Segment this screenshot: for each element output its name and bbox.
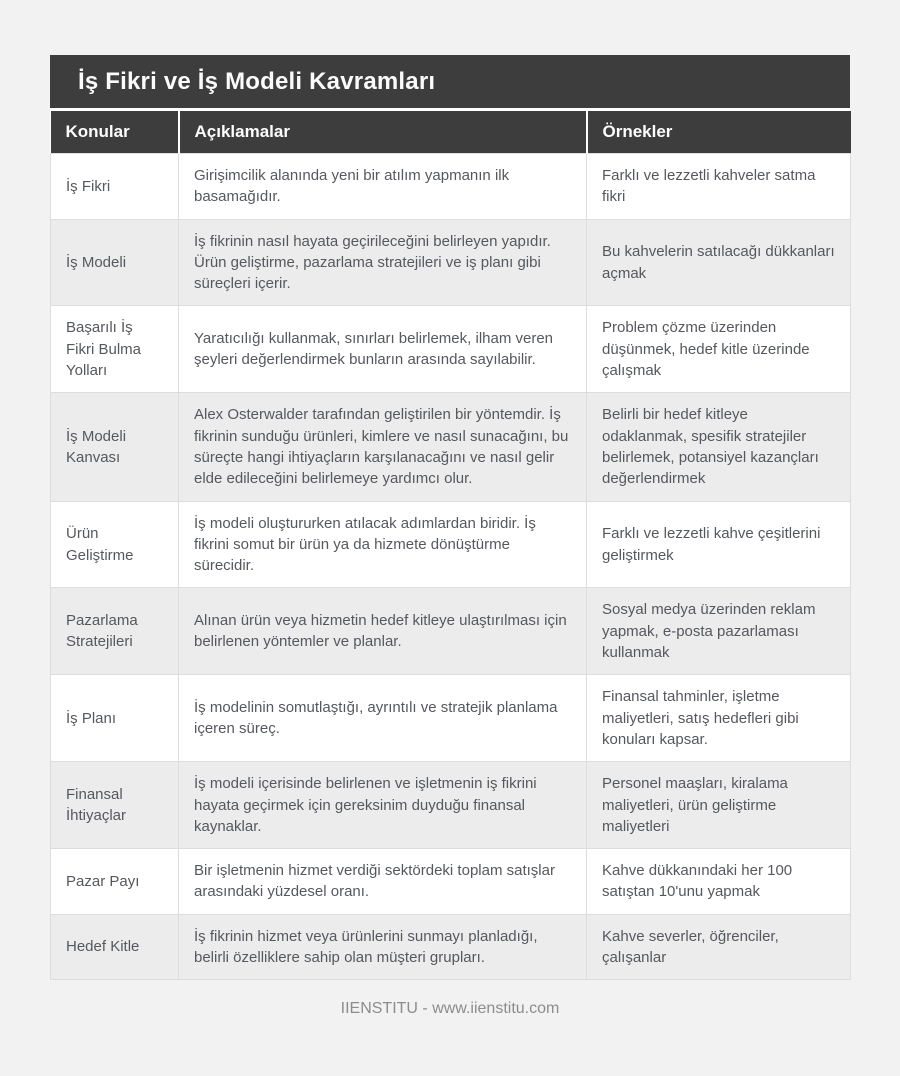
description-cell: Alex Osterwalder tarafından geliştirilen bir yöntemdir. İş fikrinin sunduğu ürünleri, kimlere ve nasıl sunacağını, bu süreçte hangi ihtiyaçların karşılanacağını ve nasıl gelir elde edileceğini belirlemeye yardımcı olur.	[179, 393, 587, 501]
table-title-bar	[50, 55, 850, 108]
concepts-table	[50, 111, 851, 980]
description-cell: Bir işletmenin hizmet verdiği sektördeki toplam satışlar arasındaki yüzdesel oranı.	[179, 849, 587, 915]
example-cell: Sosyal medya üzerinden reklam yapmak, e-posta pazarlaması kullanmak	[587, 588, 851, 675]
footer-credit: IIENSTITU - www.iienstitu.com	[340, 1000, 560, 1017]
column-header-examples: Örnekler	[587, 111, 851, 154]
table-row	[51, 849, 851, 915]
topic-cell: Finansal İhtiyaçlar	[51, 762, 179, 849]
concepts-table-card	[50, 55, 850, 980]
table-row	[51, 154, 851, 220]
description-cell: İş modeli oluştururken atılacak adımlardan biridir. İş fikrini somut bir ürün ya da hizmete dönüştürme sürecidir.	[179, 501, 587, 588]
example-cell: Farklı ve lezzetli kahve çeşitlerini geliştirmek	[587, 501, 851, 588]
description-cell: İş modeli içerisinde belirlenen ve işletmenin iş fikrini hayata geçirmek için gereksinim duyduğu finansal kaynaklar.	[179, 762, 587, 849]
example-cell: Problem çözme üzerinden düşünmek, hedef kitle üzerinde çalışmak	[587, 306, 851, 393]
topic-cell: Pazarlama Stratejileri	[51, 588, 179, 675]
description-cell: İş fikrinin hizmet veya ürünlerini sunmayı planladığı, belirli özelliklere sahip olan müşteri grupları.	[179, 914, 587, 980]
example-cell: Bu kahvelerin satılacağı dükkanları açmak	[587, 219, 851, 306]
example-cell: Farklı ve lezzetli kahveler satma fikri	[587, 154, 851, 220]
topic-cell: Pazar Payı	[51, 849, 179, 915]
topic-cell: İş Fikri	[51, 154, 179, 220]
table-header-row	[51, 111, 851, 154]
column-header-descriptions: Açıklamalar	[179, 111, 587, 154]
table-row	[51, 219, 851, 306]
table-row	[51, 306, 851, 393]
table-row	[51, 501, 851, 588]
table-row	[51, 914, 851, 980]
column-header-topics: Konular	[51, 111, 179, 154]
description-cell: İş fikrinin nasıl hayata geçirileceğini belirleyen yapıdır. Ürün geliştirme, pazarlama stratejileri ve iş planı gibi süreçleri içerir.	[179, 219, 587, 306]
table-header	[51, 111, 851, 154]
table-row	[51, 393, 851, 501]
topic-cell: Hedef Kitle	[51, 914, 179, 980]
description-cell: Alınan ürün veya hizmetin hedef kitleye ulaştırılması için belirlenen yöntemler ve planlar.	[179, 588, 587, 675]
example-cell: Kahve severler, öğrenciler, çalışanlar	[587, 914, 851, 980]
page-title: İş Fikri ve İş Modeli Kavramları	[78, 67, 436, 95]
example-cell: Kahve dükkanındaki her 100 satıştan 10'unu yapmak	[587, 849, 851, 915]
description-cell: Yaratıcılığı kullanmak, sınırları belirlemek, ilham veren şeyleri değerlendirmek bunların arasında sayılabilir.	[179, 306, 587, 393]
table-row	[51, 588, 851, 675]
topic-cell: İş Modeli Kanvası	[51, 393, 179, 501]
topic-cell: İş Modeli	[51, 219, 179, 306]
description-cell: Girişimcilik alanında yeni bir atılım yapmanın ilk basamağıdır.	[179, 154, 587, 220]
example-cell: Finansal tahminler, işletme maliyetleri, satış hedefleri gibi konuları kapsar.	[587, 675, 851, 762]
topic-cell: İş Planı	[51, 675, 179, 762]
description-cell: İş modelinin somutlaştığı, ayrıntılı ve stratejik planlama içeren süreç.	[179, 675, 587, 762]
table-body	[51, 154, 851, 980]
topic-cell: Başarılı İş Fikri Bulma Yolları	[51, 306, 179, 393]
topic-cell: Ürün Geliştirme	[51, 501, 179, 588]
table-row	[51, 675, 851, 762]
example-cell: Belirli bir hedef kitleye odaklanmak, spesifik stratejiler belirlemek, potansiyel kazançları değerlendirmek	[587, 393, 851, 501]
example-cell: Personel maaşları, kiralama maliyetleri, ürün geliştirme maliyetleri	[587, 762, 851, 849]
table-row	[51, 762, 851, 849]
